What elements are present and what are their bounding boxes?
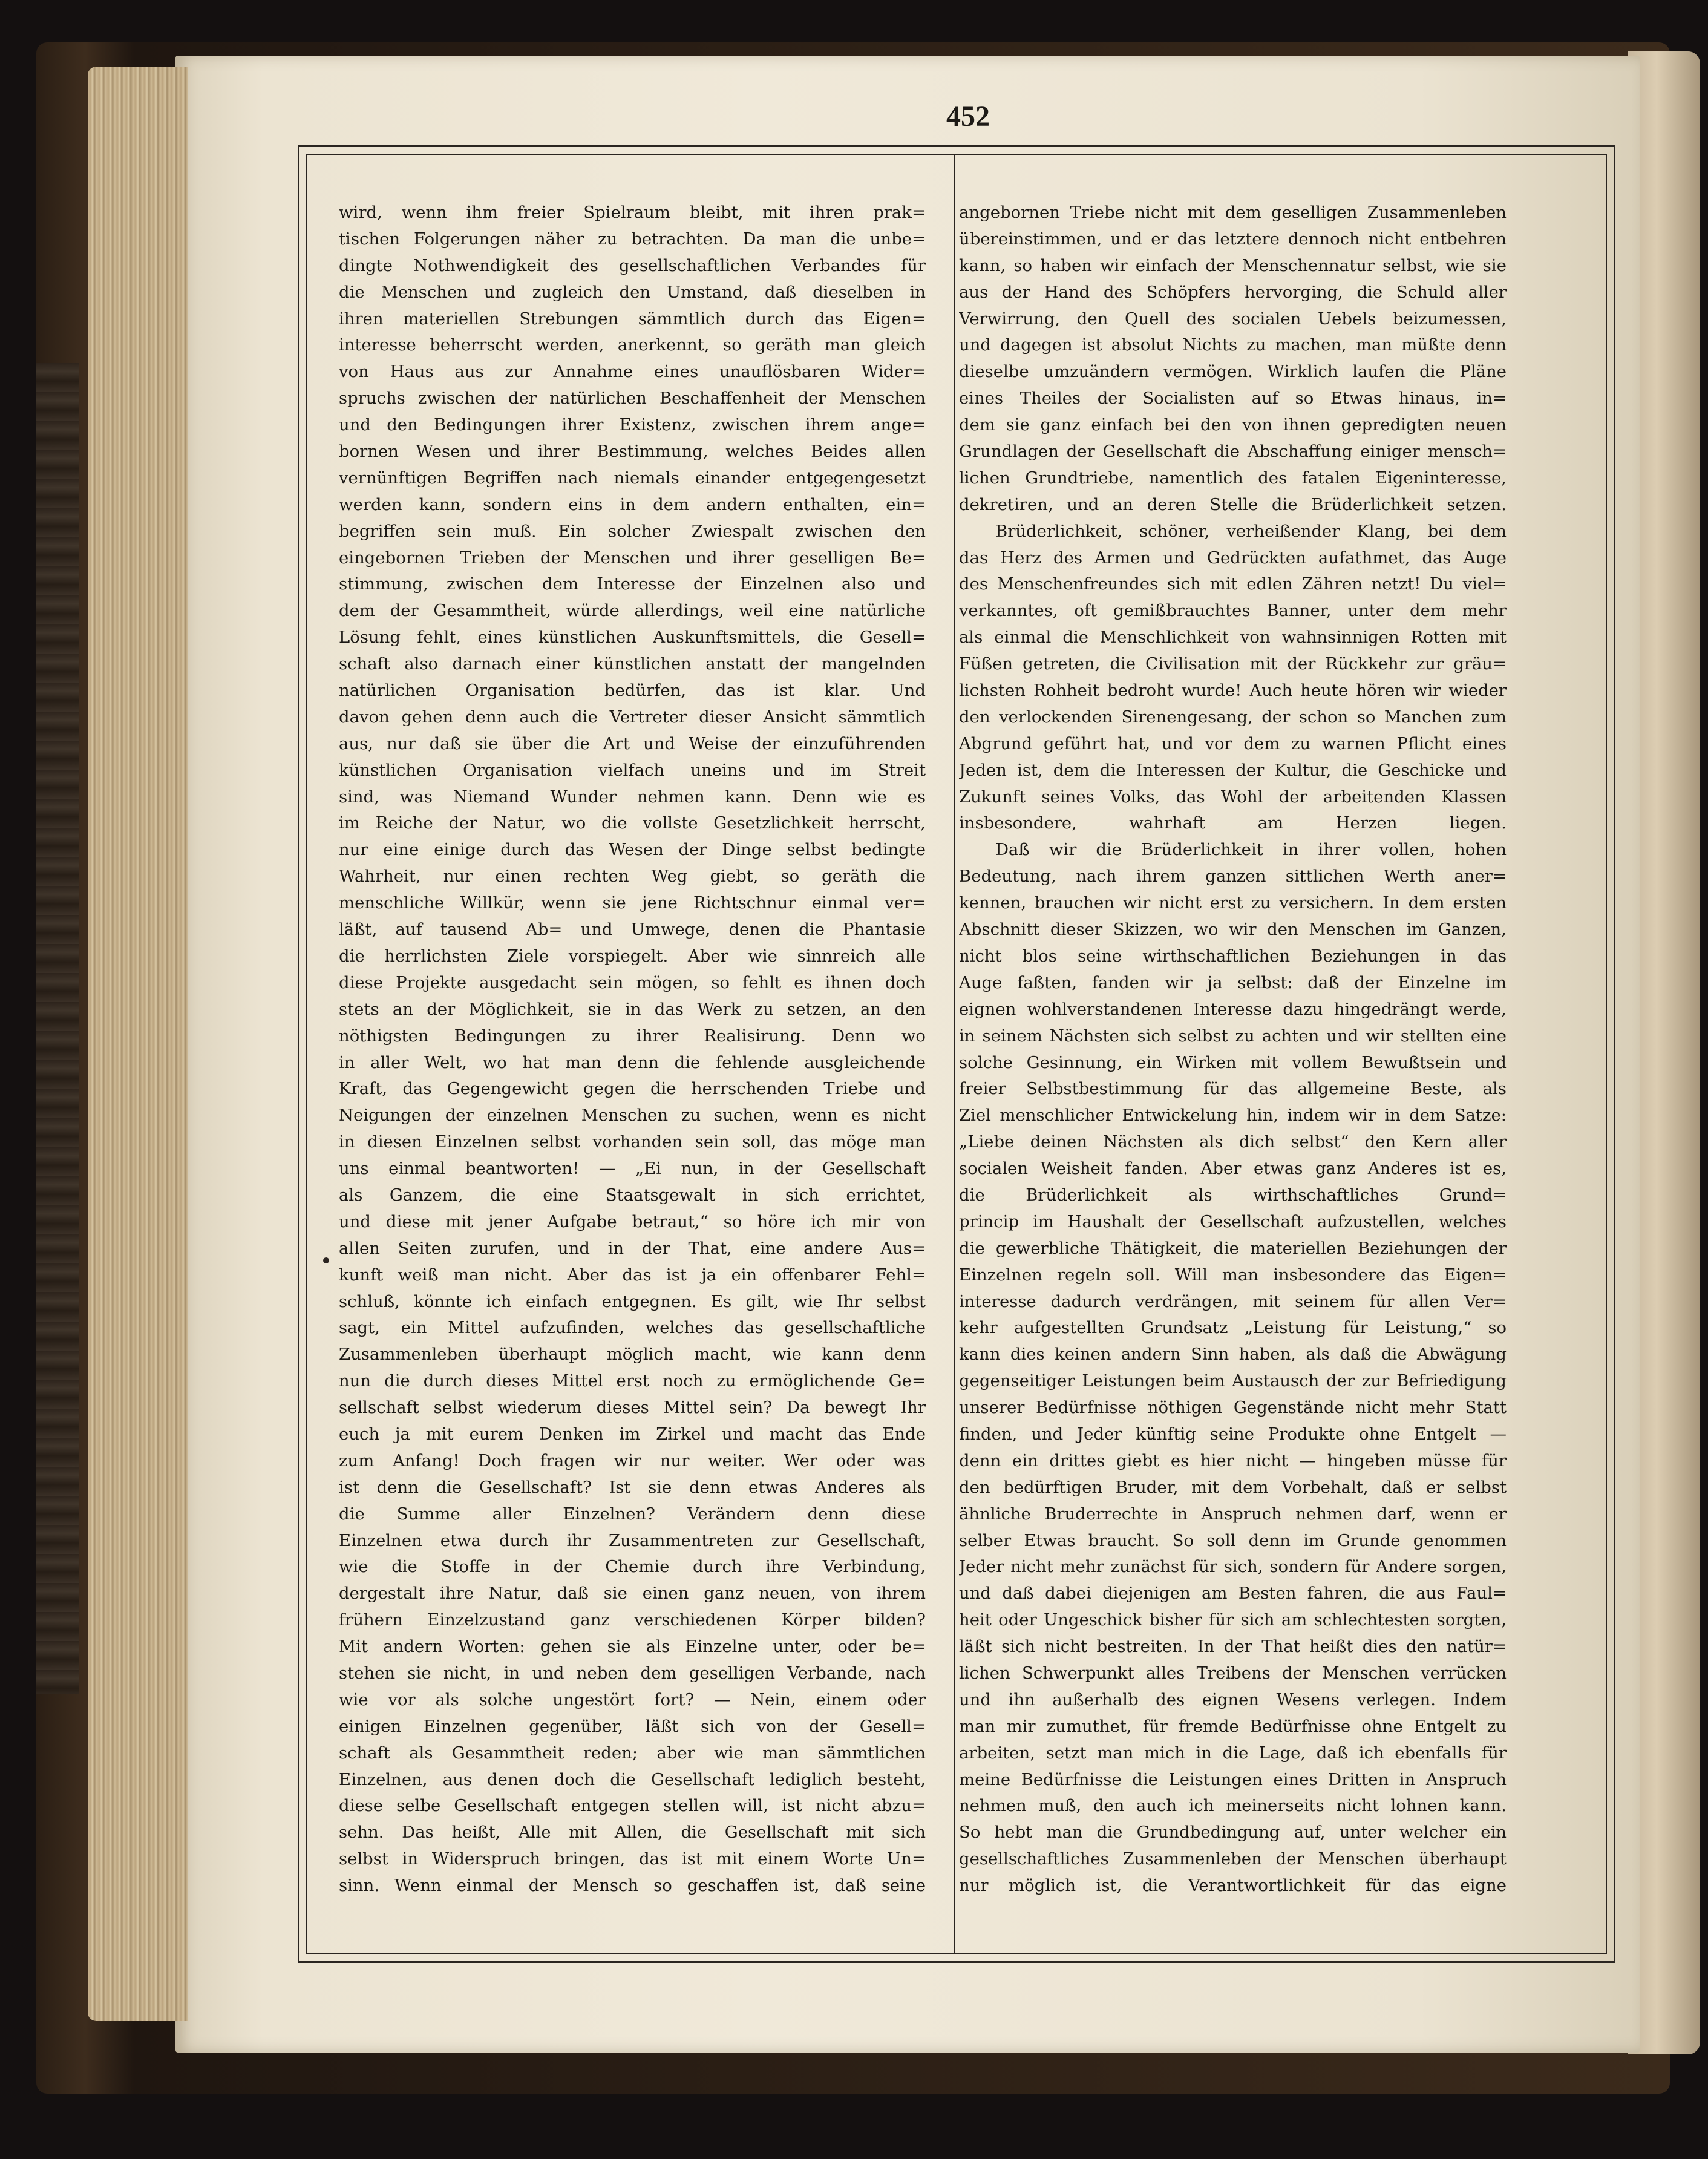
text-line: dieselbe umzuändern vermögen. Wirklich laufen die Pläne [959, 362, 1507, 382]
text-line: socialen Weisheit fanden. Aber etwas ganz Anderes ist es, [959, 1159, 1507, 1179]
text-line: lichen Grundtriebe, namentlich des fatalen Eigeninteresse, [959, 468, 1507, 488]
text-line: dergestalt ihre Natur, daß sie einen ganz neuen, von ihrem [339, 1584, 926, 1604]
text-line: aus der Hand des Schöpfers hervorging, die Schuld aller [959, 282, 1507, 302]
text-line: bornen Wesen und ihrer Bestimmung, welches Beides allen [339, 442, 926, 462]
text-line: die Menschen und zugleich den Umstand, daß dieselben in [339, 282, 926, 302]
text-line: eingebornen Trieben der Menschen und ihrer geselligen Be= [339, 548, 926, 568]
text-line: und diese mit jener Aufgabe betraut,“ so höre ich mir von [339, 1211, 926, 1231]
text-line: heit oder Ungeschick bisher für sich am schlechtesten sorgten, [959, 1610, 1507, 1630]
column-divider [954, 154, 955, 1954]
text-line: nehmen muß, den auch ich meinerseits nicht lohnen kann. [959, 1796, 1507, 1816]
text-line: nicht blos seine wirthschaftlichen Beziehungen in das [959, 946, 1507, 966]
text-line: interesse beherrscht werden, anerkennt, so geräth man gleich [339, 335, 926, 355]
text-line: und dagegen ist absolut Nichts zu machen, man müßte denn [959, 335, 1507, 355]
text-line: kennen, brauchen wir nicht erst zu versichern. In dem ersten [959, 893, 1507, 913]
text-line: den verlockenden Sirenengesang, der schon so Manchen zum [959, 707, 1507, 727]
text-line: übereinstimmen, und er das letztere dennoch nicht entbehren [959, 229, 1507, 249]
text-line: dem der Gesammtheit, würde allerdings, weil eine natürliche [339, 601, 926, 621]
text-line: von Haus aus zur Annahme eines unauflösbaren Wider= [339, 362, 926, 382]
text-line: das Herz des Armen und Gedrückten aufathmet, das Auge [959, 548, 1507, 568]
text-line: die gewerbliche Thätigkeit, die materiellen Beziehungen der [959, 1238, 1507, 1258]
text-line: eines Theiles der Socialisten auf so Etwas hinaus, in= [959, 388, 1507, 408]
text-line: sagt, ein Mittel aufzufinden, welches das gesellschaftliche [339, 1318, 926, 1338]
text-line: begriffen sein muß. Ein solcher Zwiespalt zwischen den [339, 521, 926, 541]
text-line: Mit andern Worten: gehen sie als Einzelne unter, oder be= [339, 1637, 926, 1657]
text-line: Ziel menschlicher Entwickelung hin, indem wir in dem Satze: [959, 1106, 1507, 1125]
text-line: ihren materiellen Strebungen sämmtlich durch das Eigen= [339, 309, 926, 329]
text-line: finden, und Jeder künftig seine Produkte ohne Entgelt — [959, 1424, 1507, 1444]
text-line: Neigungen der einzelnen Menschen zu suchen, wenn es nicht [339, 1106, 926, 1125]
text-line: arbeiten, setzt man mich in die Lage, daß ich ebenfalls für [959, 1743, 1507, 1763]
worn-spine-edge [36, 363, 79, 1694]
text-line: schaft als Gesammtheit reden; aber wie man sämmtlichen [339, 1743, 926, 1763]
text-line: Jeden ist, dem die Interessen der Kultur, die Geschicke und [959, 760, 1507, 780]
text-line: interesse dadurch verdrängen, mit seinem für allen Ver= [959, 1291, 1507, 1311]
text-line: wie die Stoffe in der Chemie durch ihre Verbindung, [339, 1557, 926, 1577]
text-line: insbesondere, wahrhaft am Herzen liegen. [959, 813, 1507, 833]
text-line: natürlichen Organisation bedürfen, das ist klar. Und [339, 681, 926, 701]
text-line: selbst in Widerspruch bringen, das ist mit einem Worte Un= [339, 1849, 926, 1869]
text-line: Abschnitt dieser Skizzen, wo wir den Menschen im Ganzen, [959, 920, 1507, 940]
text-line: schluß, könnte ich einfach entgegnen. Es gilt, wie Ihr selbst [339, 1291, 926, 1311]
text-line: Einzelnen etwa durch ihr Zusammentreten zur Gesellschaft, [339, 1530, 926, 1550]
text-line: ist denn die Gesellschaft? Ist sie denn etwas Anderes als [339, 1477, 926, 1497]
text-line: spruchs zwischen der natürlichen Beschaffenheit der Menschen [339, 388, 926, 408]
text-line: freier Selbstbestimmung für das allgemeine Beste, als [959, 1079, 1507, 1099]
text-line: künstlichen Organisation vielfach uneins und im Streit [339, 760, 926, 780]
text-line: man mir zumuthet, für fremde Bedürfnisse ohne Entgelt zu [959, 1716, 1507, 1736]
text-line: solche Gesinnung, ein Wirken mit vollem Bewußtsein und [959, 1052, 1507, 1072]
text-line: sellschaft selbst wiederum dieses Mittel sein? Da bewegt Ihr [339, 1398, 926, 1418]
text-line: Einzelnen regeln soll. Will man insbesondere das Eigen= [959, 1265, 1507, 1285]
text-line: die herrlichsten Ziele vorspiegelt. Aber wie sinnreich alle [339, 946, 926, 966]
text-line: lichen Schwerpunkt alles Treibens der Menschen verrücken [959, 1663, 1507, 1683]
text-line: dekretiren, und an deren Stelle die Brüderlichkeit setzen. [959, 494, 1507, 514]
text-line: Verwirrung, den Quell des socialen Uebels beizumessen, [959, 309, 1507, 329]
ink-speck [323, 1257, 329, 1263]
text-line: stets an der Möglichkeit, sie in das Werk zu setzen, an den [339, 999, 926, 1019]
text-line: die Brüderlichkeit als wirthschaftliches Grund= [959, 1185, 1507, 1205]
text-line: Kraft, das Gegengewicht gegen die herrschenden Triebe und [339, 1079, 926, 1099]
text-line: Abgrund geführt hat, und vor dem zu warnen Pflicht eines [959, 733, 1507, 753]
text-line: Einzelnen, aus denen doch die Gesellschaft lediglich besteht, [339, 1769, 926, 1789]
text-line: tischen Folgerungen näher zu betrachten. Da man die unbe= [339, 229, 926, 249]
text-line: kann, so haben wir einfach der Menschennatur selbst, wie sie [959, 255, 1507, 275]
text-line: meine Bedürfnisse die Leistungen eines Dritten in Anspruch [959, 1769, 1507, 1789]
text-line: die Summe aller Einzelnen? Verändern denn diese [339, 1504, 926, 1524]
text-line: euch ja mit eurem Denken im Zirkel und macht das Ende [339, 1424, 926, 1444]
text-line: lichsten Rohheit bedroht wurde! Auch heute hören wir wieder [959, 681, 1507, 701]
text-line: gesellschaftliches Zusammenleben der Menschen überhaupt [959, 1849, 1507, 1869]
text-line: kann dies keinen andern Sinn haben, als daß die Abwägung [959, 1345, 1507, 1365]
text-line: werden kann, sondern eins in dem andern enthalten, ein= [339, 494, 926, 514]
text-line: allen Seiten zurufen, und in der That, eine andere Aus= [339, 1238, 926, 1258]
text-line: als Ganzem, die eine Staatsgewalt in sich errichtet, [339, 1185, 926, 1205]
text-line: Grundlagen der Gesellschaft die Abschaffung einiger mensch= [959, 442, 1507, 462]
text-line: zum Anfang! Doch fragen wir nur weiter. Wer oder was [339, 1450, 926, 1470]
text-line: stehen sie nicht, in und neben dem geselligen Verbande, nach [339, 1663, 926, 1683]
text-line: uns einmal beantworten! — „Ei nun, in der Gesellschaft [339, 1159, 926, 1179]
text-line: kehr aufgestellten Grundsatz „Leistung für Leistung,“ so [959, 1318, 1507, 1338]
text-line: den bedürftigen Bruder, mit dem Vorbehalt, daß er selbst [959, 1477, 1507, 1497]
text-line: Lösung fehlt, eines künstlichen Auskunftsmittels, die Gesell= [339, 627, 926, 647]
text-line: angebornen Triebe nicht mit dem geselligen Zusammenleben [959, 203, 1507, 222]
text-line: stimmung, zwischen dem Interesse der Einzelnen also und [339, 574, 926, 594]
text-line: schaft also darnach einer künstlichen anstatt der mangelnden [339, 654, 926, 674]
text-line: und daß dabei diejenigen am Besten fahren, die aus Faul= [959, 1584, 1507, 1604]
text-line: Brüderlichkeit, schöner, verheißender Klang, bei dem [995, 521, 1507, 541]
text-line: aus, nur daß sie über die Art und Weise der einzuführenden [339, 733, 926, 753]
text-line: läßt, auf tausend Ab= und Umwege, denen die Phantasie [339, 920, 926, 940]
text-line: und ihn außerhalb des eignen Wesens verlegen. Indem [959, 1689, 1507, 1709]
text-line: im Reiche der Natur, wo die vollste Gesetzlichkeit herrscht, [339, 813, 926, 833]
text-line: sind, was Niemand Wunder nehmen kann. Denn wie es [339, 787, 926, 807]
text-line: selber Etwas braucht. So soll denn im Grunde genommen [959, 1530, 1507, 1550]
text-line: Zusammenleben überhaupt möglich macht, wie kann denn [339, 1345, 926, 1365]
text-line: „Liebe deinen Nächsten als dich selbst“ den Kern aller [959, 1132, 1507, 1152]
text-line: frühern Einzelzustand ganz verschiedenen Körper bilden? [339, 1610, 926, 1630]
text-line: sinn. Wenn einmal der Mensch so geschaffen ist, daß seine [339, 1876, 926, 1896]
text-line: vernünftigen Begriffen nach niemals einander entgegengesetzt [339, 468, 926, 488]
text-line: als einmal die Menschlichkeit von wahnsinnigen Rotten mit [959, 627, 1507, 647]
text-line: und den Bedingungen ihrer Existenz, zwischen ihrem ange= [339, 415, 926, 435]
text-line: in seinem Nächsten sich selbst zu achten und wir stellten eine [959, 1026, 1507, 1046]
text-line: läßt sich nicht bestreiten. In der That heißt dies den natür= [959, 1637, 1507, 1657]
text-line: in diesen Einzelnen selbst vorhanden sein soll, das möge man [339, 1132, 926, 1152]
text-line: Zukunft seines Volks, das Wohl der arbeitenden Klassen [959, 787, 1507, 807]
text-line: diese selbe Gesellschaft entgegen stellen will, ist nicht abzu= [339, 1796, 926, 1816]
text-line: ähnliche Bruderrechte in Anspruch nehmen darf, wenn er [959, 1504, 1507, 1524]
text-line: nöthigsten Bedingungen zu ihrer Realisirung. Denn wo [339, 1026, 926, 1046]
text-line: nur möglich ist, die Verantwortlichkeit für das eigne [959, 1876, 1507, 1896]
text-line: sehn. Das heißt, Alle mit Allen, die Gesellschaft mit sich [339, 1823, 926, 1843]
text-line: des Menschenfreundes sich mit edlen Zähren netzt! Du viel= [959, 574, 1507, 594]
text-line: Daß wir die Brüderlichkeit in ihrer vollen, hohen [995, 840, 1507, 860]
page-edges-stack [88, 67, 188, 2021]
text-line: in aller Welt, wo hat man denn die fehlende ausgleichende [339, 1052, 926, 1072]
text-line: menschliche Willkür, wenn sie jene Richtschnur einmal ver= [339, 893, 926, 913]
text-line: einigen Einzelnen gegenüber, läßt sich von der Gesell= [339, 1716, 926, 1736]
text-line: gegenseitiger Leistungen beim Austausch der zur Befriedigung [959, 1371, 1507, 1391]
page-number: 452 [946, 100, 990, 133]
text-line: denn ein drittes giebt es hier nicht — hingeben müsse für [959, 1450, 1507, 1470]
text-line: kunft weiß man nicht. Aber das ist ja ein offenbarer Fehl= [339, 1265, 926, 1285]
text-line: diese Projekte ausgedacht sein mögen, so fehlt es ihnen doch [339, 972, 926, 992]
text-line: Füßen getreten, die Civilisation mit der Rückkehr zur gräu= [959, 654, 1507, 674]
text-line: Auge faßten, fanden wir ja selbst: daß der Einzelne im [959, 972, 1507, 992]
left-text-column [339, 200, 926, 1899]
text-line: So hebt man die Grundbedingung auf, unter welcher ein [959, 1823, 1507, 1843]
text-line: dingte Nothwendigkeit des gesellschaftlichen Verbandes für [339, 255, 926, 275]
text-line: verkanntes, oft gemißbrauchtes Banner, unter dem mehr [959, 601, 1507, 621]
text-line: wie vor als solche ungestört fort? — Nein, einem oder [339, 1689, 926, 1709]
text-line: nun die durch dieses Mittel erst noch zu ermöglichende Ge= [339, 1371, 926, 1391]
text-line: Bedeutung, nach ihrem ganzen sittlichen Werth aner= [959, 867, 1507, 886]
text-line: davon gehen denn auch die Vertreter dieser Ansicht sämmtlich [339, 707, 926, 727]
text-line: unserer Bedürfnisse nöthigen Gegenstände nicht mehr Statt [959, 1398, 1507, 1418]
text-line: Wahrheit, nur einen rechten Weg giebt, so geräth die [339, 867, 926, 886]
text-line: nur eine einige durch das Wesen der Dinge selbst bedingte [339, 840, 926, 860]
text-line: wird, wenn ihm freier Spielraum bleibt, mit ihren prak= [339, 203, 926, 222]
text-line: eignen wohlverstandenen Interesse dazu hingedrängt werde, [959, 999, 1507, 1019]
text-line: Jeder nicht mehr zunächst für sich, sondern für Andere sorgen, [959, 1557, 1507, 1577]
text-line: princip im Haushalt der Gesellschaft aufzustellen, welches [959, 1211, 1507, 1231]
text-line: dem sie ganz einfach bei den von ihnen gepredigten neuen [959, 415, 1507, 435]
right-text-column [959, 200, 1507, 1899]
